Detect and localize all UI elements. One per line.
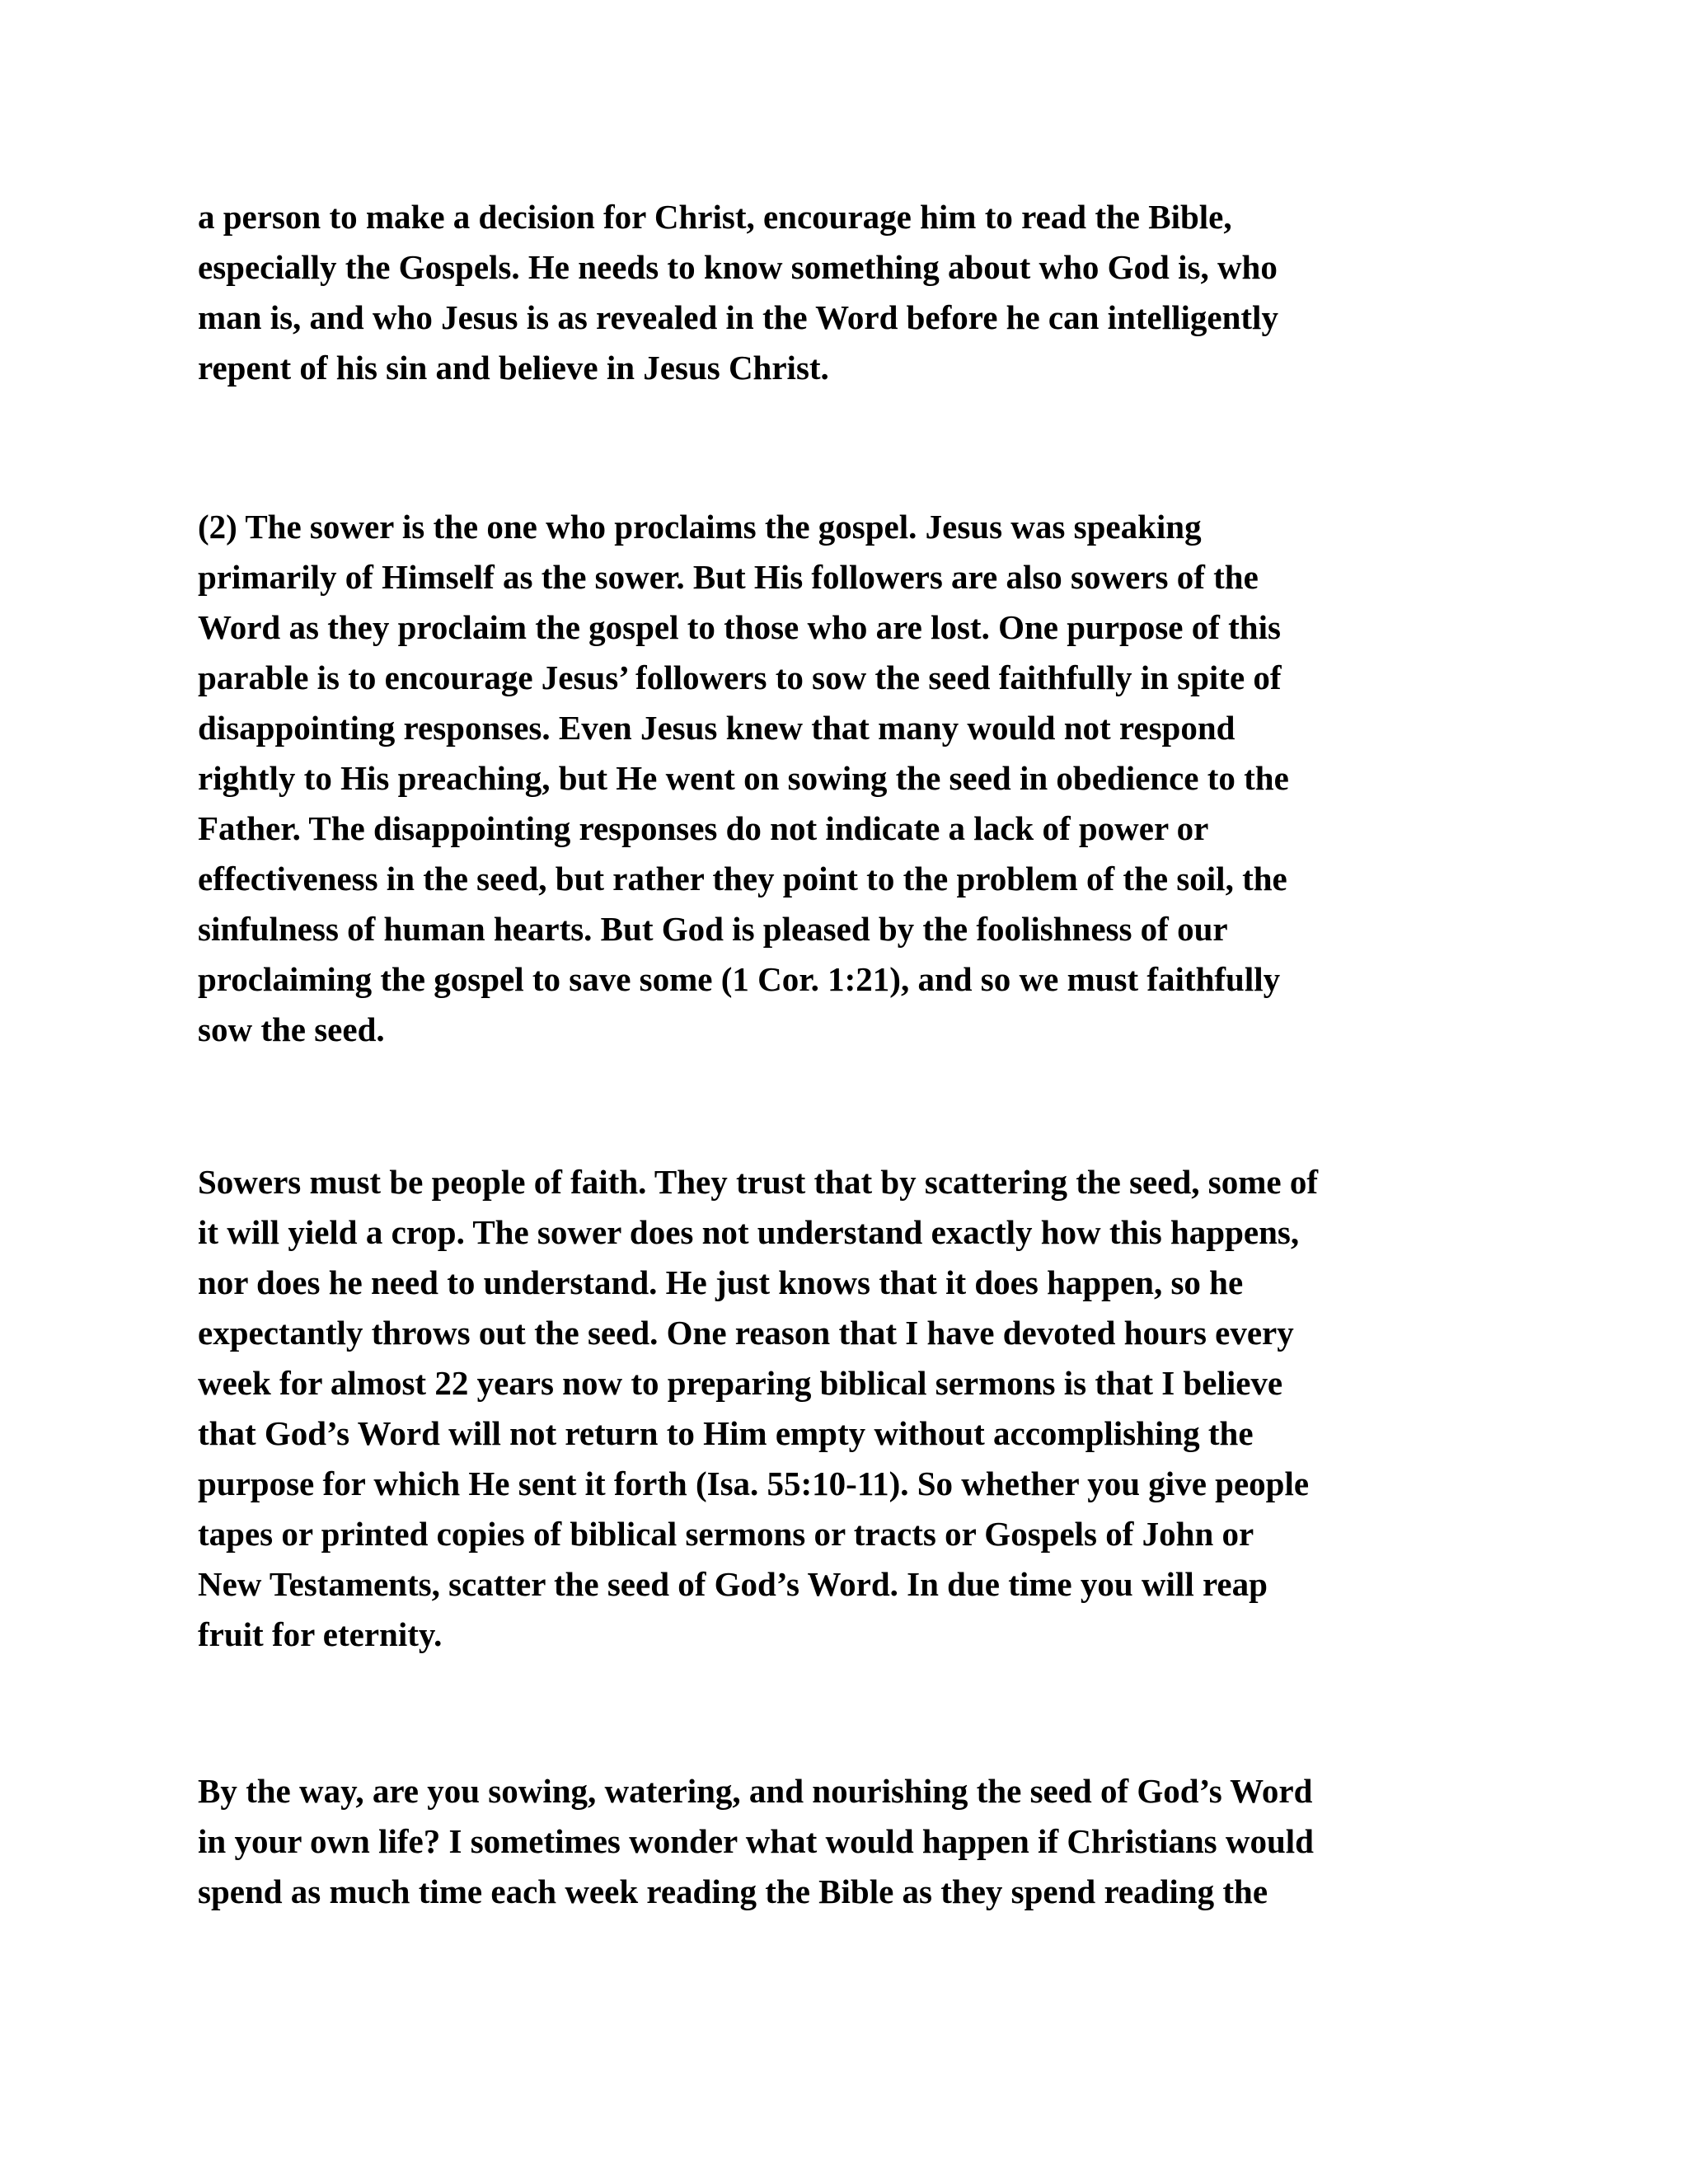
text-line: Father. The disappointing responses do not indicate a lack of power or bbox=[198, 809, 1209, 847]
paragraph-the-sower bbox=[198, 502, 1517, 1055]
text-line: in your own life? I sometimes wonder what would happen if Christians would bbox=[198, 1822, 1314, 1860]
text-line: it will yield a crop. The sower does not understand exactly how this happens, bbox=[198, 1213, 1300, 1251]
text-line: Word as they proclaim the gospel to those who are lost. One purpose of this bbox=[198, 608, 1281, 646]
text-line: fruit for eternity. bbox=[198, 1615, 443, 1653]
text-line: repent of his sin and believe in Jesus Christ. bbox=[198, 349, 829, 387]
paragraph-by-the-way bbox=[198, 1766, 1517, 1917]
text-line: sinfulness of human hearts. But God is pleased by the foolishness of our bbox=[198, 910, 1228, 948]
text-line: nor does he need to understand. He just knows that it does happen, so he bbox=[198, 1263, 1244, 1301]
text-line: a person to make a decision for Christ, encourage him to read the Bible, bbox=[198, 198, 1232, 236]
text-line: proclaiming the gospel to save some (1 Cor. 1:21), and so we must faithfully bbox=[198, 960, 1281, 998]
text-line: New Testaments, scatter the seed of God’s Word. In due time you will reap bbox=[198, 1565, 1268, 1603]
text-line: week for almost 22 years now to preparing biblical sermons is that I believe bbox=[198, 1364, 1283, 1402]
text-line: By the way, are you sowing, watering, and nourishing the seed of God’s Word bbox=[198, 1772, 1313, 1810]
text-line: parable is to encourage Jesus’ followers to sow the seed faithfully in spite of bbox=[198, 658, 1282, 696]
text-line: (2) The sower is the one who proclaims the gospel. Jesus was speaking bbox=[198, 508, 1202, 546]
text-line: tapes or printed copies of biblical sermons or tracts or Gospels of John or bbox=[198, 1515, 1254, 1553]
text-line: primarily of Himself as the sower. But His followers are also sowers of the bbox=[198, 558, 1259, 596]
text-line: expectantly throws out the seed. One reason that I have devoted hours every bbox=[198, 1314, 1294, 1352]
paragraph-sowers-of-faith bbox=[198, 1157, 1517, 1660]
text-line: spend as much time each week reading the Bible as they spend reading the bbox=[198, 1872, 1268, 1910]
paragraph-decision-for-christ bbox=[198, 192, 1517, 393]
text-line: disappointing responses. Even Jesus knew that many would not respond bbox=[198, 709, 1236, 747]
text-line: that God’s Word will not return to Him empty without accomplishing the bbox=[198, 1414, 1254, 1452]
text-line: man is, and who Jesus is as revealed in the Word before he can intelligently bbox=[198, 298, 1278, 336]
text-line: especially the Gospels. He needs to know something about who God is, who bbox=[198, 248, 1278, 286]
text-line: sow the seed. bbox=[198, 1010, 385, 1048]
text-line: purpose for which He sent it forth (Isa. 55:10-11). So whether you give people bbox=[198, 1465, 1310, 1502]
text-line: effectiveness in the seed, but rather they point to the problem of the soil, the bbox=[198, 860, 1287, 898]
text-line: Sowers must be people of faith. They trust that by scattering the seed, some of bbox=[198, 1163, 1318, 1201]
text-line: rightly to His preaching, but He went on sowing the seed in obedience to the bbox=[198, 759, 1289, 797]
